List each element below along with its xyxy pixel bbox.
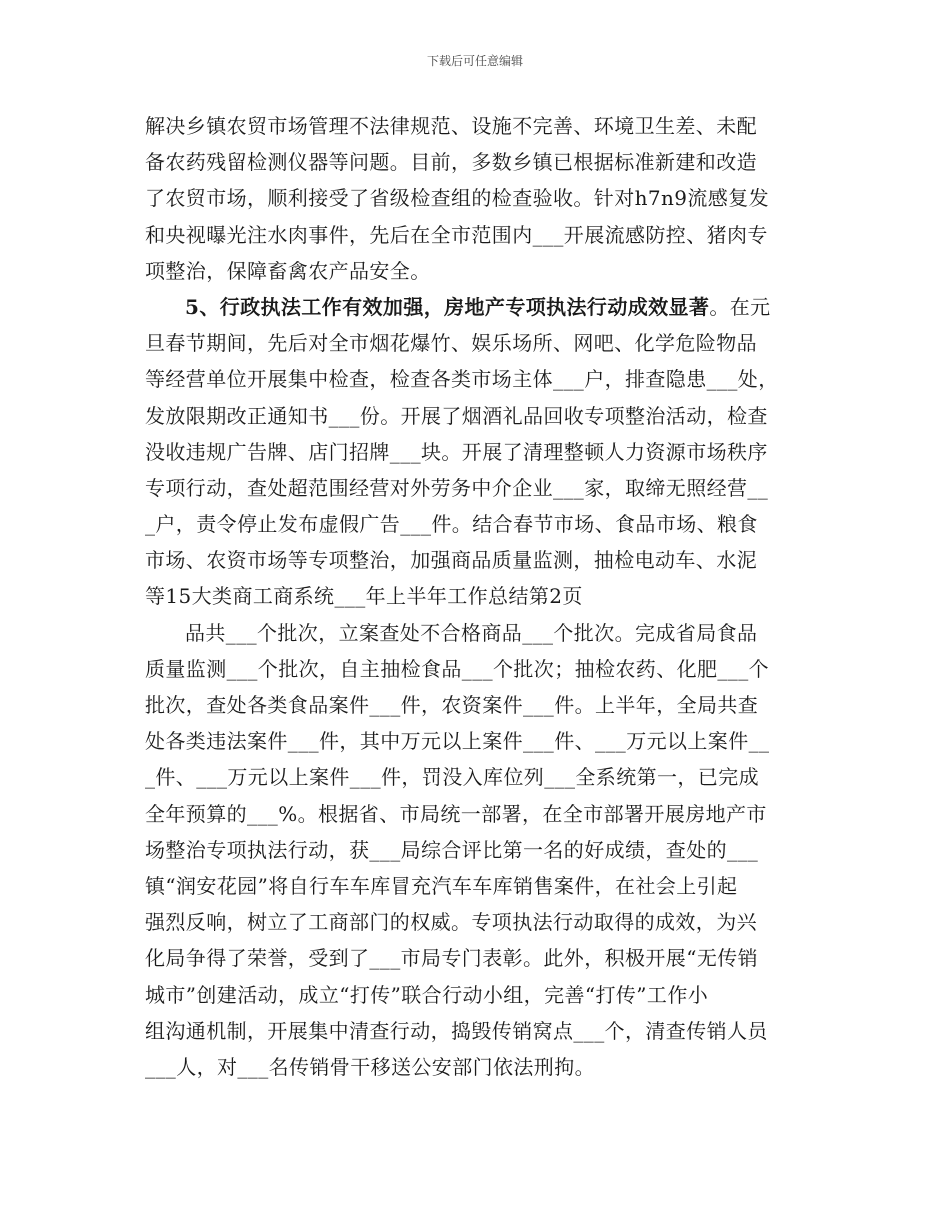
text-line: 场整治专项执法行动，获___局综合评比第一名的好成绩，查处的___	[145, 837, 759, 862]
text-line: 备农药残留检测仪器等问题。目前，多数乡镇已根据标准新建和改造	[145, 150, 757, 175]
text-line: _件、___万元以上案件___件，罚没入库位列___全系统第一，已完成	[145, 765, 759, 790]
section-heading-line	[145, 289, 813, 325]
text-line: 了农贸市场，顺利接受了省级检查组的检查验收。针对h7n9流感复发	[145, 186, 770, 211]
text-line: 专项行动，查处超范围经营对外劳务中介企业___家，取缔无照经营__	[145, 475, 769, 500]
text-line: 项整治，保障畜禽农产品安全。	[145, 258, 431, 283]
text-line: ___人，对___名传销骨干移送公安部门依法刑拘。	[145, 1054, 595, 1079]
text-line: 全年预算的___%。根据省、市局统一部署，在全市部署开展房地产市	[145, 801, 767, 826]
text-line: 组沟通机制，开展集中清查行动，捣毁传销窝点___个，清查传销人员	[145, 1018, 768, 1043]
text-line: 没收违规广告牌、店门招牌___块。开展了清理整顿人力资源市场秩序	[145, 439, 768, 464]
body-text	[145, 108, 813, 1085]
text-line: 发放限期改正通知书___份。开展了烟酒礼品回收专项整治活动，检查	[145, 403, 768, 428]
text-line: _户，责令停止发布虚假广告___件。结合春节市场、食品市场、粮食	[145, 512, 758, 537]
page-footer-line: 等15大类商工商系统___年上半年工作总结第2页	[145, 584, 583, 609]
text-line: 品共___个批次，立案查处不合格商品___个批次。完成省局食品	[185, 620, 758, 645]
text-line: 质量监测___个批次，自主抽检食品___个批次；抽检农药、化肥___个	[145, 656, 769, 681]
text-line: 批次，查处各类食品案件___件，农资案件___件。上半年，全局共查	[145, 693, 759, 717]
section-heading: 5、行政执法工作有效加强，房地产专项执法行动成效显著	[185, 294, 710, 319]
header-note: 下载后可任意编辑	[426, 54, 523, 68]
text-line: 强烈反响，树立了工商部门的权威。专项执法行动取得的成效，为兴	[145, 910, 757, 935]
text-line: 镇“润安花园”将自行车车库冒充汽车车库销售案件，在社会上引起	[145, 873, 738, 898]
text-line: 处各类违法案件___件，其中万元以上案件___件、___万元以上案件__	[145, 729, 770, 754]
text-line: 旦春节期间，先后对全市烟花爆竹、娱乐场所、网吧、化学危险物品	[145, 331, 757, 356]
section-heading-rest: 。在元	[709, 294, 771, 319]
text-line: 化局争得了荣誉，受到了___市局专门表彰。此外，积极开展“无传销	[145, 946, 759, 971]
text-line: 市场、农资市场等专项整治，加强商品质量监测，抽检电动车、水泥	[145, 548, 757, 573]
text-line: 和央视曝光注水肉事件，先后在全市范围内___开展流感防控、猪肉专	[145, 222, 768, 247]
text-line: 解决乡镇农贸市场管理不法律规范、设施不完善、环境卫生差、未配	[145, 114, 757, 138]
text-line: 等经营单位开展集中检查，检查各类市场主体___户，排查隐患___处，	[145, 367, 779, 392]
text-line: 城市”创建活动，成立“打传”联合行动小组，完善“打传”工作小	[145, 982, 709, 1007]
